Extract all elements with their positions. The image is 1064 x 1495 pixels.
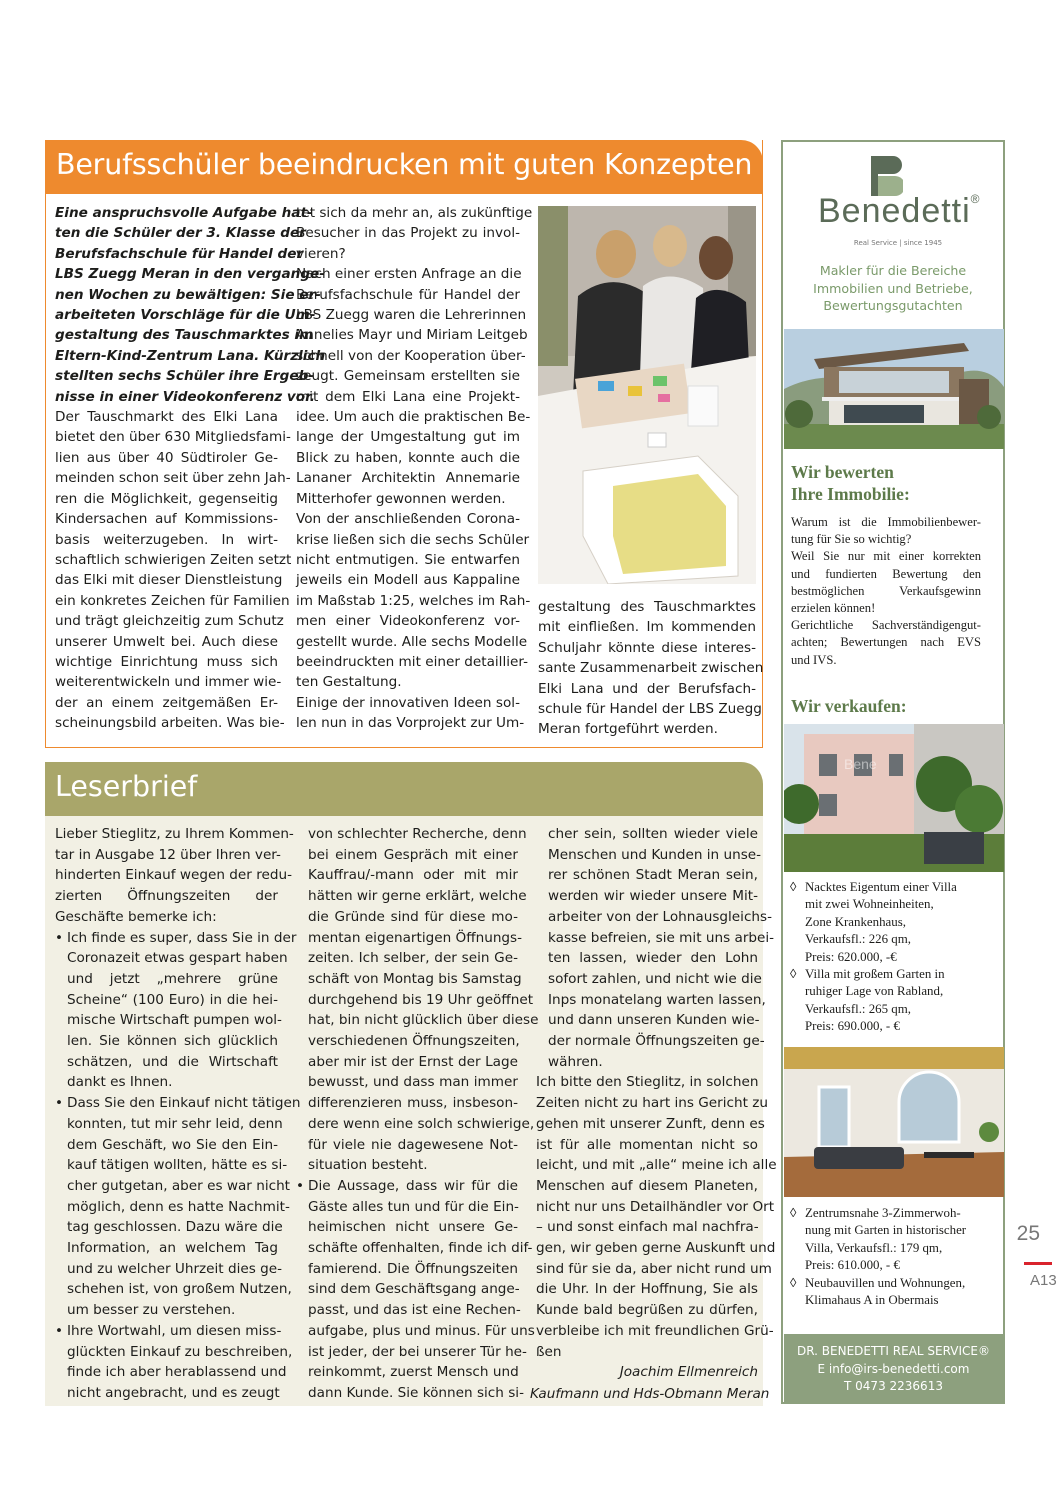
text-line: sind für sie da, aber nicht rund um	[536, 1260, 772, 1277]
text-line: von schlechter Recherche, denn	[308, 826, 527, 842]
listing-text: Verkaufsfl.: 226 qm,	[805, 932, 911, 947]
text-line: Information, an welchem Tag	[67, 1240, 278, 1257]
text-line: lange der Umgestaltung gut im	[296, 429, 520, 446]
text-line: gestellt wurde. Alle sechs Modelle	[296, 633, 528, 650]
text-line: men einer Videokonferenz vor-	[296, 613, 520, 630]
listing-line	[790, 1240, 1000, 1257]
ad-contact-footer	[784, 1334, 1003, 1402]
text-line: schnell von der Kooperation über-	[296, 347, 526, 364]
text-line: Ich finde es super, dass Sie in der •	[67, 928, 278, 949]
text-line: möglich, denn es hatte Nachmit-	[67, 1198, 290, 1215]
article-2-header	[45, 762, 763, 816]
text-line: differenzieren muss, insbeson-	[308, 1095, 518, 1112]
bullet-icon: •	[55, 1322, 64, 1339]
text-line: cher sein, sollten wieder viele	[548, 826, 758, 842]
text-line: krise ließen sich die sechs Schüler	[296, 531, 530, 548]
text-line: Besucher in das Projekt zu invol-	[296, 225, 520, 242]
text-line: mentan eigenartigen Öffnungs-	[308, 929, 523, 946]
listing-line	[790, 1222, 1000, 1239]
text-line: verschiedenen Öffnungszeiten,	[308, 1033, 520, 1050]
text-line: hinderten Einkauf wegen der redu-	[55, 867, 293, 884]
text-line: Kunde bald begrüßen zu dürfen,	[536, 1302, 758, 1319]
text-line: idee. Um auch die praktischen Be-	[296, 409, 531, 426]
text-line: DR. BENEDETTI REAL SERVICE®	[797, 1344, 990, 1358]
text-line: der an einem zeitgemäßen Er-	[55, 694, 278, 711]
listing-line	[790, 983, 1000, 1000]
text-line: Lieber Stieglitz, zu Ihrem Kommen-	[55, 826, 294, 842]
text-line: Ihre Immobilie:	[791, 484, 910, 504]
text-line: dankt es Ihnen.	[67, 1074, 173, 1091]
text-line: T 0473 2236613	[844, 1379, 943, 1393]
listing-text: Villa, Verkaufsfl.: 179 qm,	[805, 1240, 943, 1255]
text-line: rer schönen Stadt Meran sein,	[548, 867, 758, 884]
text-line: Zeiten nicht zu hart ins Gericht zu	[536, 1095, 769, 1112]
ad-intro	[784, 262, 1002, 315]
listing-line	[790, 896, 1000, 913]
text-line: situation besteht.	[308, 1157, 428, 1174]
text-line: – und sonst einfach mal nachfra-	[536, 1219, 759, 1236]
text-line: Immobilien und Betriebe,	[813, 280, 973, 296]
text-line: jeweils ein Modell aus Kappaline	[296, 572, 520, 589]
text-line: wichtige Einrichtung muss sich	[55, 653, 278, 670]
text-line: schaftlich schwierigen Zeiten setzt	[55, 551, 292, 568]
text-line: Dass Sie den Einkauf nicht tätigen •	[67, 1093, 278, 1114]
article-2-title: Leserbrief	[55, 770, 198, 803]
text-line: ten lassen, wieder den Lohn	[548, 950, 758, 967]
text-line: Eine anspruchsvolle Aufgabe hat-	[55, 205, 313, 221]
text-line: gestaltung des Tauschmarktes	[538, 599, 756, 615]
text-line: basis weiterzugeben. In wirt-	[55, 531, 278, 548]
text-line: das Elki mit dieser Dienstleistung	[55, 572, 283, 589]
text-line: und IVS.	[791, 652, 837, 667]
text-line: tung für Sie so wichtig?	[791, 532, 912, 547]
text-line: Annelies Mayr und Miriam Leitgeb	[296, 327, 528, 344]
text-line: Berufsfachschule für Handel der	[296, 286, 520, 303]
text-line: nicht entmutigen. Sie entwarfen	[296, 551, 520, 568]
text-line: dann Kunde. Sie können sich si-	[308, 1384, 524, 1401]
listing-text: Zone Krankenhaus,	[805, 914, 906, 929]
page-code: A13	[1030, 1272, 1057, 1289]
article-2-column-1	[55, 824, 301, 1404]
ad-valuation-text	[791, 514, 981, 669]
text-line: Von der anschließenden Corona-	[296, 511, 520, 528]
listing-line	[790, 949, 1000, 966]
text-line: cher gutgetan, aber es war nicht	[67, 1177, 291, 1194]
text-line: Gäste alles tun und für die Ein-	[308, 1198, 519, 1215]
ad-listings-1	[790, 879, 1000, 1036]
text-line: Blick zu haben, konnte auch die	[296, 449, 520, 466]
photo-villa	[784, 724, 1004, 872]
listing-line	[790, 1018, 1000, 1035]
signature-title: Kaufmann und Hds-Obmann Meran	[530, 1386, 770, 1402]
benedetti-logo-text: Benedetti®	[818, 192, 981, 230]
article-1-header	[45, 140, 763, 194]
svg-text:Bene: Bene	[844, 756, 877, 772]
text-line: nicht angebracht, und es zeugt	[67, 1384, 280, 1401]
text-line: Meran fortgeführt werden.	[538, 721, 718, 738]
listing-line	[790, 1001, 1000, 1018]
text-line: dem Geschäft, wo Sie den Ein-	[67, 1136, 278, 1153]
text-line: tar in Ausgabe 12 über Ihren ver-	[55, 846, 281, 863]
text-line: Der Tauschmarkt des Elki Lana	[55, 409, 278, 426]
text-line: unserer Umwelt bei. Auch diese	[55, 633, 278, 650]
text-line: ßen	[536, 1343, 562, 1360]
text-line: erzielen können!	[791, 601, 876, 616]
text-line: zierten Öffnungszeiten der	[55, 888, 278, 905]
text-line: hat, bin nicht glücklich über diese	[308, 1012, 539, 1029]
text-line: Kauffrau/-mann oder mit mir	[308, 867, 518, 884]
diamond-bullet-icon: ◊	[790, 1206, 797, 1220]
text-line: Menschen auf diesem Planeten,	[536, 1177, 758, 1194]
listing-line	[790, 931, 1000, 948]
text-line: passt, und das ist eine Rechen-	[308, 1302, 521, 1319]
text-line: Berufsfachschule für Handel der	[55, 245, 304, 262]
text-line: achten; Bewertungen nach EVS	[791, 635, 981, 650]
text-line: schäft von Montag bis Samstag	[308, 970, 522, 987]
listing-text: Neubauvillen und Wohnungen,	[805, 1275, 966, 1290]
text-line: schehen ist, von großem Nutzen,	[67, 1281, 292, 1298]
photo-modern-house	[784, 329, 1004, 449]
text-line: konnten, tut mir sehr leid, denn	[67, 1115, 283, 1132]
text-line: verbleibe ich mit freundlichen Grü-	[536, 1322, 774, 1339]
listing-text: mit zwei Wohneinheiten,	[805, 897, 934, 912]
text-line: LBS Zuegg Meran in den vergange-	[55, 266, 325, 283]
text-line: aber mir ist der Ernst der Lage	[308, 1053, 518, 1070]
text-line: ten die Schüler der 3. Klasse der	[55, 225, 306, 242]
text-line: Nach einer ersten Anfrage an die	[296, 266, 522, 283]
listing-line	[790, 914, 1000, 931]
text-line: scheinungsbild arbeiten. Was bie-	[55, 715, 285, 732]
listing-line	[790, 1292, 1000, 1309]
bullet-icon: •	[55, 1095, 64, 1112]
text-line: Wir bewerten	[791, 462, 894, 482]
text-line: Makler für die Bereiche	[819, 263, 967, 278]
text-line: kauf tätigen wollten, hätte es si-	[67, 1157, 288, 1174]
text-line: len nun in das Vorprojekt zur Um-	[296, 715, 525, 732]
diamond-bullet-icon: ◊	[790, 1275, 797, 1290]
text-line: heimischen nicht unsere Ge-	[308, 1219, 518, 1236]
signature-name: Joachim Ellmenreich	[619, 1364, 758, 1380]
text-line: ein konkretes Zeichen für Familien	[55, 592, 290, 609]
text-line: und trägt gleichzeitig zum Schutz	[55, 613, 284, 630]
text-line: mit dem Elki Lana eine Projekt-	[296, 388, 520, 405]
text-line: Einige der innovativen Ideen sol-	[296, 694, 520, 711]
text-line: kasse befreien, sie mit uns arbei-	[548, 929, 775, 946]
article-1-column-2	[296, 203, 533, 734]
text-line: Die Aussage, dass wir für die •	[308, 1176, 518, 1197]
listing-text: Verkaufsfl.: 265 qm,	[805, 1001, 911, 1016]
text-line: mische Wirtschaft pumpen wol-	[67, 1012, 282, 1029]
text-line: dere wenn eine solch schwierige,	[308, 1115, 535, 1132]
text-line: Coronazeit etwas gespart haben	[67, 950, 288, 967]
text-line: und jetzt „mehrere grüne	[67, 970, 278, 987]
text-line: ten Gestaltung.	[296, 674, 402, 691]
text-line: um besser zu verstehen.	[67, 1302, 236, 1319]
text-line: beeindruckten mit einer detaillier-	[296, 653, 529, 670]
text-line: schäfte offenhalten, finde ich dif-	[308, 1240, 533, 1257]
text-line: nicht nur uns Detailhändler vor Ort	[536, 1198, 775, 1215]
text-line: und dann unseren Kunden wie-	[548, 1012, 760, 1029]
text-line: zeugt. Gemeinsam erstellten sie	[296, 368, 520, 385]
text-line: leicht, und mit „alle“ meine ich alle	[536, 1157, 777, 1174]
text-line: werden wir wieder unsere Mit-	[548, 888, 758, 905]
text-line: Warum ist die Immobilienbewer-	[791, 515, 981, 529]
text-line: Lananer Architektin Annemarie	[296, 470, 520, 487]
text-line: aufgabe, plus und minus. Für uns	[308, 1322, 535, 1339]
listing-text: Preis: 690.000, - €	[805, 1019, 900, 1034]
text-line: die Uhr. In der Hoffnung, Sie als	[536, 1281, 758, 1298]
text-line: glückten Einkauf zu beschreiben,	[67, 1343, 293, 1360]
text-line: Ich bitte den Stieglitz, in solchen	[536, 1074, 759, 1091]
text-line: E info@irs-benedetti.com	[817, 1361, 970, 1376]
listing-text: Preis: 620.000, -€	[805, 949, 897, 964]
text-line: ist jeder, der bei unserer Tür he-	[308, 1343, 527, 1360]
text-line: tag geschlossen. Dazu wäre die	[67, 1219, 283, 1236]
listing-text: Zentrumsnahe 3-Zimmerwoh-	[805, 1206, 961, 1220]
text-line: famierend. Die Öffnungszeiten	[308, 1260, 518, 1277]
text-line: meinden schon seit über zehn Jah-	[55, 470, 291, 487]
listing-line	[790, 1257, 1000, 1274]
text-line: gen, wir geben gerne Auskunft und	[536, 1240, 776, 1257]
text-line: und zu welcher Uhrzeit dies ge-	[67, 1260, 283, 1277]
text-line: währen.	[548, 1053, 603, 1070]
text-line: Eltern-Kind-Zentrum Lana. Kürzlich	[55, 347, 326, 364]
listing-line	[790, 1205, 1000, 1222]
listing-line	[790, 879, 1000, 896]
text-line: Menschen und Kunden in unse-	[548, 846, 762, 863]
text-line: nen Wochen zu bewältigen: Sie er-	[55, 286, 321, 303]
bullet-icon: •	[296, 1177, 305, 1194]
text-line: hätten wir gerne erklärt, welche	[308, 888, 527, 905]
text-line: Scheine“ (100 Euro) in die hei-	[67, 991, 278, 1008]
article-1-column-3	[538, 597, 764, 740]
text-line: der normale Öffnungszeiten ge-	[548, 1033, 765, 1050]
text-line: len. Sie können sich glücklich	[67, 1033, 278, 1050]
text-line: Schuljahr könnte diese interes-	[538, 639, 756, 656]
text-line: vieren?	[296, 245, 346, 262]
listing-line	[790, 966, 1000, 983]
article-1-title: Berufsschüler beeindrucken mit guten Konzepten	[56, 148, 753, 181]
text-line: gestaltung des Tauschmarktes im	[55, 327, 314, 344]
page-number-rule	[1024, 1262, 1052, 1265]
ad-heading-valuation	[791, 461, 1001, 505]
text-line: finde ich aber herablassend und	[67, 1364, 287, 1381]
text-line: Gerichtliche Sachverständigengut-	[791, 618, 981, 633]
listing-text: Klimahaus A in Obermais	[805, 1293, 939, 1308]
listing-line	[790, 1275, 1000, 1292]
text-line: schätzen, und die Wirtschaft	[67, 1053, 278, 1070]
text-line: und fundierten Bewertung den	[791, 566, 981, 581]
text-line: ren die Möglichkeit, gegenseitig	[55, 490, 278, 507]
text-line: sante Zusammenarbeit zwischen	[538, 660, 764, 677]
text-line: sofort zahlen, und nicht wie die	[548, 970, 762, 987]
text-line: nisse in einer Videokonferenz vor.	[55, 388, 316, 405]
text-line: Ihre Wortwahl, um diesen miss- •	[67, 1321, 278, 1342]
text-line: im Maßstab 1:25, welches im Rah-	[296, 592, 531, 609]
text-line: bei einem Gespräch mit einer	[308, 846, 518, 863]
text-line: die Gründe sind für diese mo-	[308, 908, 518, 925]
page-number: 25	[1016, 1222, 1040, 1245]
text-line: schule für Handel der LBS Zuegg	[538, 701, 762, 718]
text-line: arbeiter von der Lohnausgleichs-	[548, 908, 773, 925]
photo-students-model	[538, 206, 756, 584]
listing-text: Preis: 610.000, - €	[805, 1258, 900, 1273]
text-line: stellten sechs Schüler ihre Ergeb-	[55, 368, 314, 385]
diamond-bullet-icon: ◊	[790, 967, 797, 982]
text-line: ist für alle momentan nicht so	[536, 1136, 758, 1153]
text-line: lien aus über 40 Südtiroler Ge-	[55, 449, 278, 466]
text-line: Weil Sie nur mit einer korrekten	[791, 549, 981, 564]
text-line: Elki Lana und der Berufsfach-	[538, 680, 756, 697]
listing-text: Villa mit großem Garten in	[805, 967, 945, 982]
text-line: mit einfließen. Im kommenden	[538, 619, 756, 636]
text-line: Kindersachen auf Kommissions-	[55, 511, 278, 528]
text-line: für viele nie dagewesene Not-	[308, 1136, 518, 1153]
text-line: tet sich da mehr an, als zukünftige	[296, 205, 533, 221]
text-line: bestmöglichen Verkaufsgewinn	[791, 583, 981, 598]
listing-text: Nacktes Eigentum einer Villa	[805, 880, 957, 894]
diamond-bullet-icon: ◊	[790, 880, 797, 894]
ad-listings-2	[790, 1205, 1000, 1309]
benedetti-tagline: Real Service | since 1945	[853, 239, 943, 247]
listing-text: nung mit Garten in historischer	[805, 1223, 967, 1238]
text-line: arbeiteten Vorschläge für die Um-	[55, 307, 316, 324]
text-line: sind dem Geschäftsgang ange-	[308, 1281, 520, 1298]
text-line: durchgehend bis 19 Uhr geöffnet	[308, 991, 534, 1008]
text-line: Bewertungsgutachten	[823, 298, 963, 313]
text-line: Inps monatelang warten lassen,	[548, 991, 766, 1008]
article-2-column-2	[296, 824, 539, 1404]
ad-heading-sales: Wir verkaufen:	[791, 696, 907, 716]
text-line: Mitterhofer gewonnen werden.	[296, 490, 506, 507]
article-2-column-3	[536, 824, 777, 1362]
text-line: zeiten. Ich selber, der sein Ge-	[308, 950, 518, 967]
text-line: Geschäfte bemerke ich:	[55, 908, 217, 925]
photo-interior	[784, 1047, 1004, 1197]
text-line: weiterentwickeln und immer wie-	[55, 674, 282, 691]
text-line: bietet den über 630 Mitgliedsfami-	[55, 429, 291, 446]
bullet-icon: •	[55, 929, 64, 946]
text-line: reinkommt, zuerst Mensch und	[308, 1364, 519, 1381]
listing-text: ruhiger Lage von Rabland,	[805, 984, 944, 999]
text-line: bewusst, und dass man immer	[308, 1074, 518, 1091]
text-line: LBS Zuegg waren die Lehrerinnen	[296, 307, 527, 324]
text-line: gehen mit unserer Zunft, denn es	[536, 1115, 765, 1132]
